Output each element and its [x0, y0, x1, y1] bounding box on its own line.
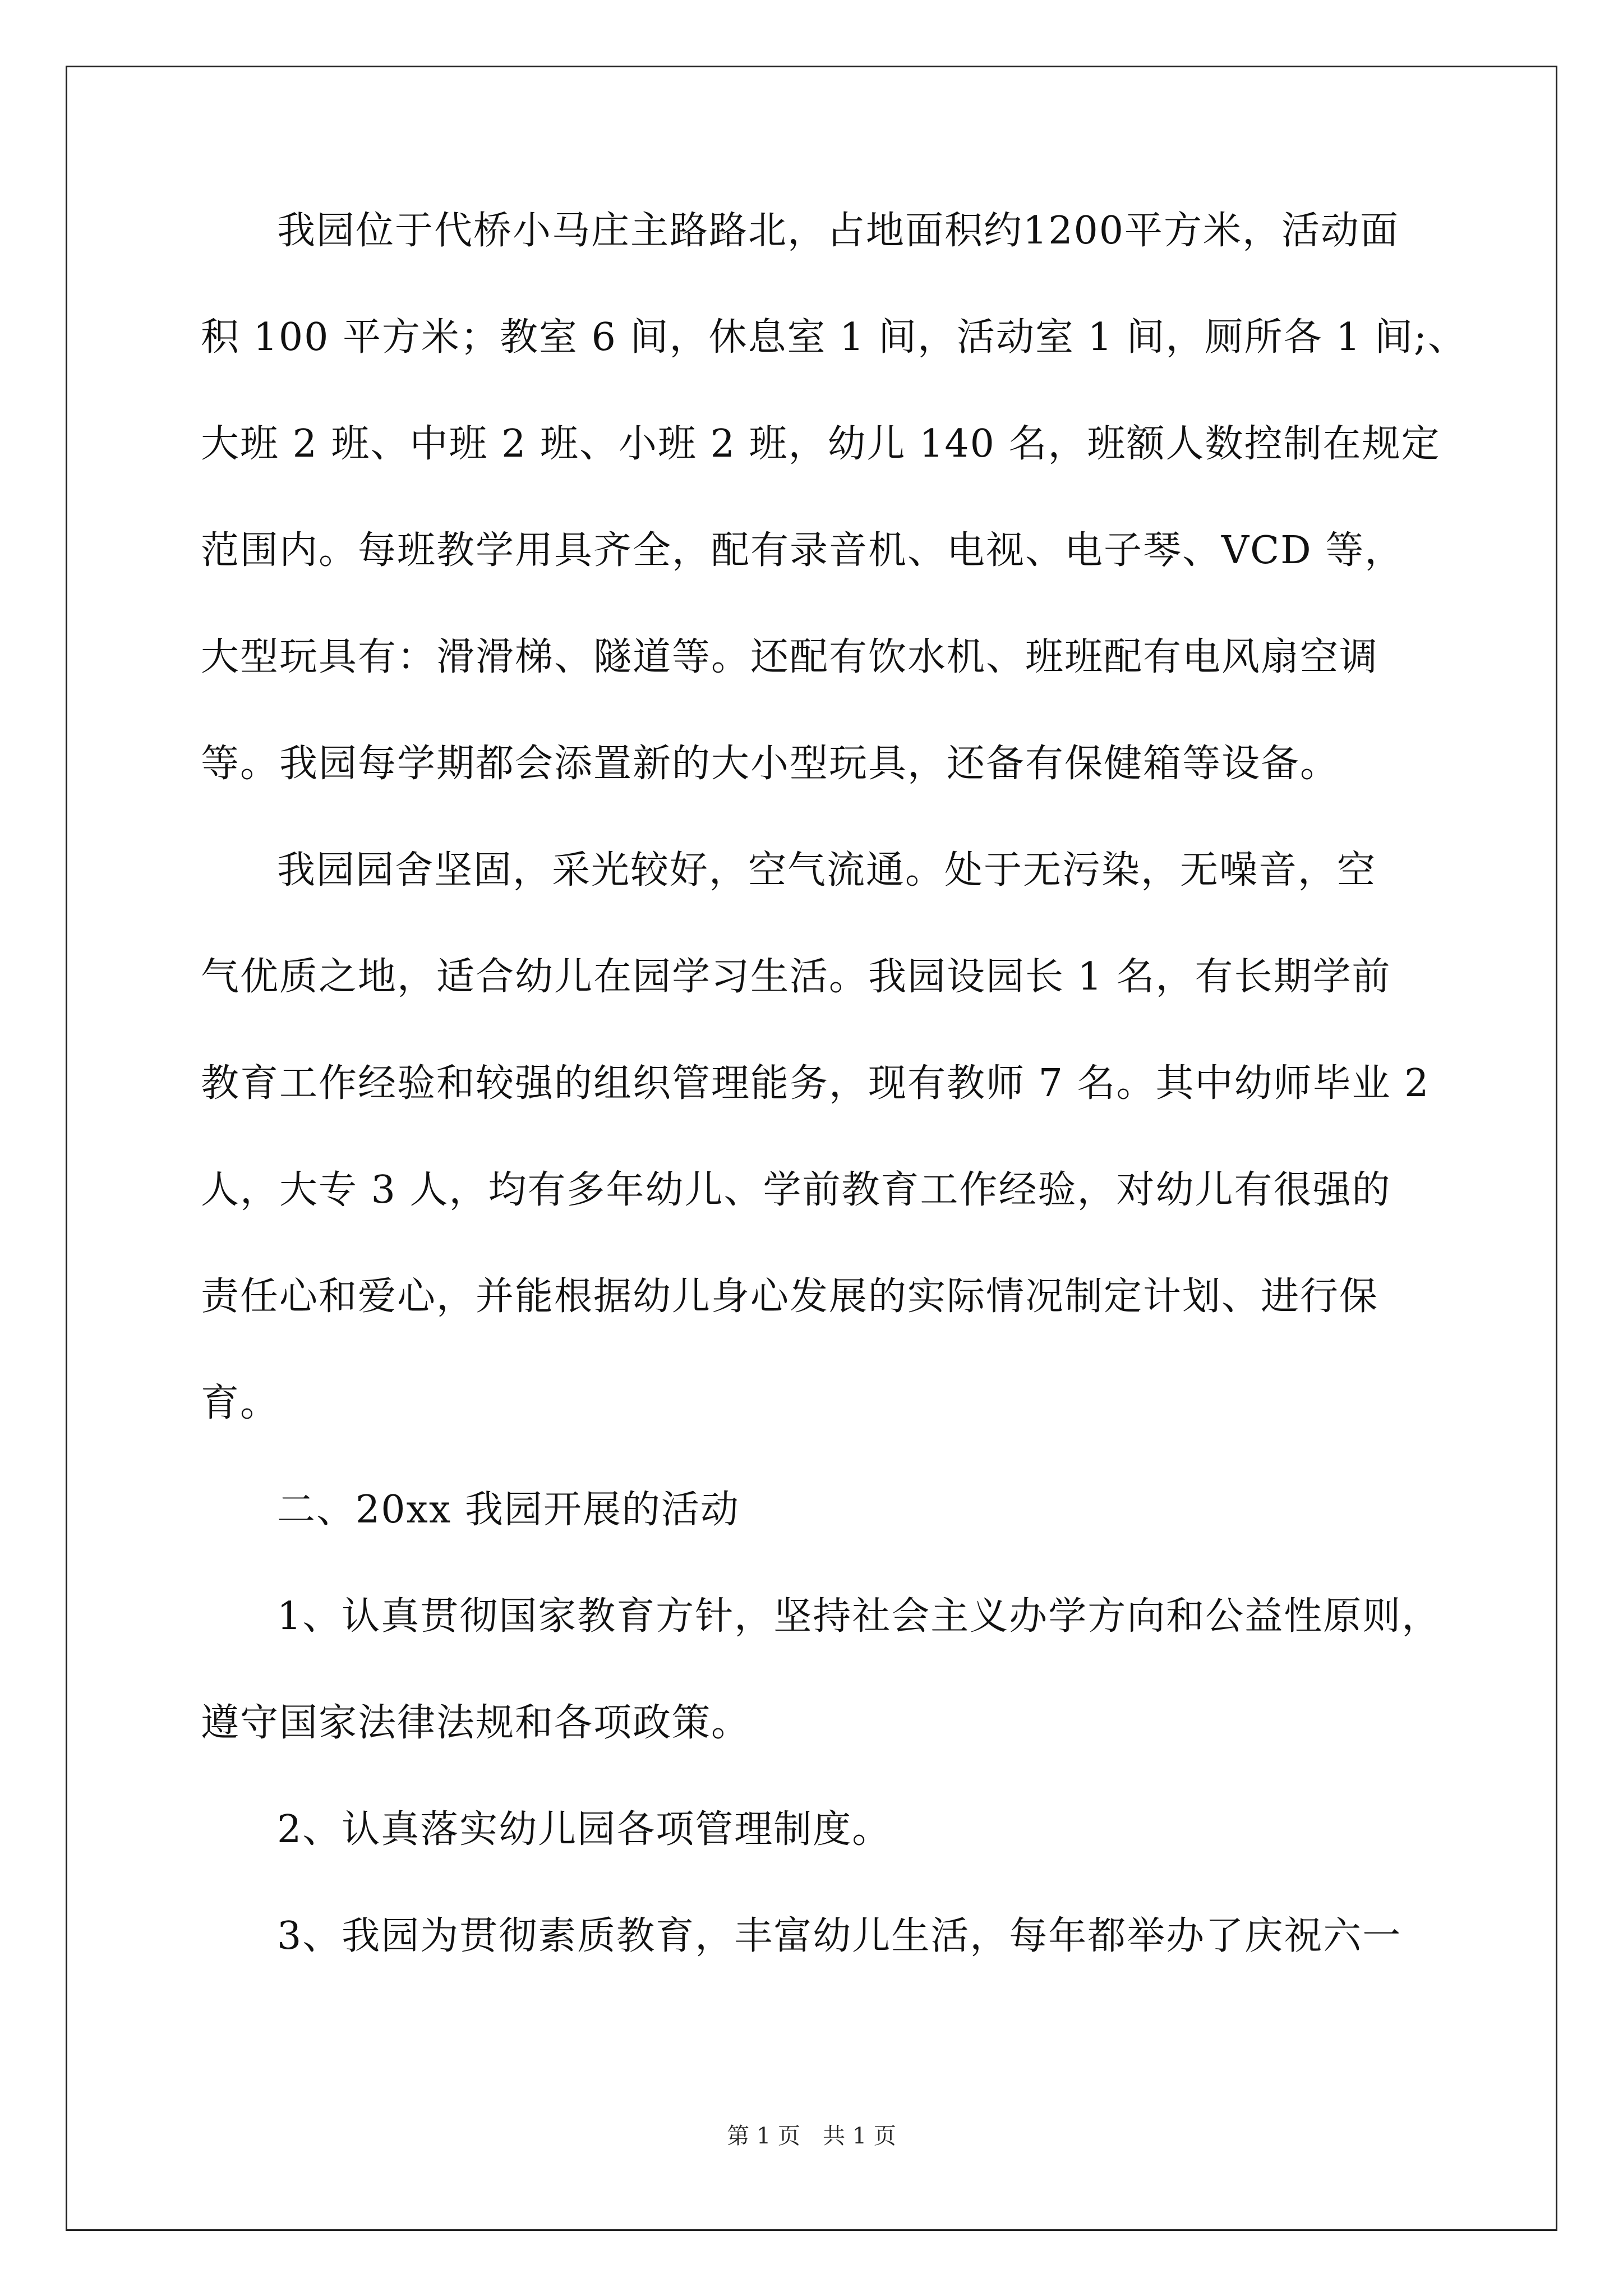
- paragraph-line: 范围内。每班教学用具齐全，配有录音机、电视、电子琴、VCD 等，: [201, 528, 1404, 573]
- paragraph-line: 大班 2 班、中班 2 班、小班 2 班，幼儿 140 名，班额人数控制在规定: [201, 422, 1441, 466]
- paragraph-line: 育。: [201, 1381, 280, 1425]
- page-frame: [66, 66, 1557, 2231]
- paragraph-line: 责任心和爱心，并能根据幼儿身心发展的实际情况制定计划、进行保: [201, 1274, 1379, 1319]
- paragraph-line: 人，大专 3 人，均有多年幼儿、学前教育工作经验，对幼儿有很强的: [201, 1168, 1391, 1212]
- list-item-line: 1、认真贯彻国家教育方针，坚持社会主义办学方向和公益性原则，: [277, 1594, 1441, 1639]
- paragraph-line: 等。我园每学期都会添置新的大小型玩具，还备有保健箱等设备。: [201, 742, 1340, 786]
- paragraph-line: 气优质之地，适合幼儿在园学习生活。我园设园长 1 名，有长期学前: [201, 955, 1391, 999]
- paragraph-line: 积 100 平方米；教室 6 间，休息室 1 间，活动室 1 间，厕所各 1 间;、: [201, 315, 1467, 360]
- list-item-line: 遵守国家法律法规和各项政策。: [201, 1701, 751, 1745]
- section-heading: 二、20xx 我园开展的活动: [277, 1488, 740, 1532]
- paragraph-line: 我园位于代桥小马庄主路路北，占地面积约1200平方米，活动面: [277, 209, 1400, 253]
- page-footer: 第 1 页 共 1 页: [727, 2123, 896, 2149]
- list-item-line: 2、认真落实幼儿园各项管理制度。: [277, 1807, 892, 1852]
- paragraph-line: 我园园舍坚固，采光较好，空气流通。处于无污染，无噪音，空: [277, 848, 1377, 892]
- paragraph-line: 教育工作经验和较强的组织管理能务，现有教师 7 名。其中幼师毕业 2: [201, 1061, 1430, 1106]
- list-item-line: 3、我园为贯彻素质教育，丰富幼儿生活，每年都举办了庆祝六一: [277, 1914, 1402, 1958]
- paragraph-line: 大型玩具有：滑滑梯、隧道等。还配有饮水机、班班配有电风扇空调: [201, 635, 1379, 679]
